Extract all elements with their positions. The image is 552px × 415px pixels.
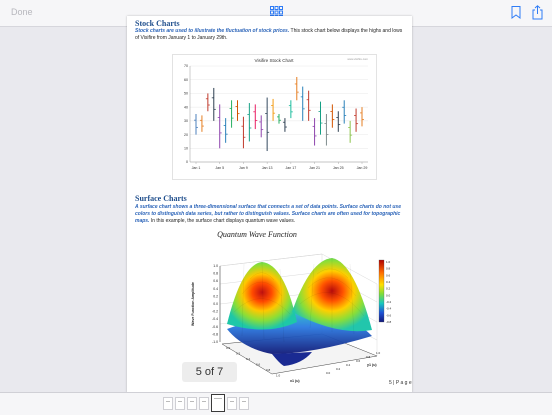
- thumbnail-text-line: [178, 401, 182, 402]
- surface-x-axis-label: x1 (u): [290, 379, 300, 383]
- stock-y-tick-label: 70: [184, 64, 188, 69]
- surface-colorbar-label: -0.6: [386, 313, 392, 318]
- surface-y-tick-label: 0.4: [346, 363, 351, 367]
- share-icon[interactable]: [532, 5, 543, 20]
- stock-y-tick-label: 0: [186, 160, 188, 165]
- surface-charts-heading: Surface Charts: [135, 194, 187, 203]
- page-indicator: 5 of 7: [182, 362, 237, 382]
- surface-x-tick-label: 1.0: [276, 373, 281, 378]
- thumbnail-text-line: [242, 401, 246, 402]
- surface-peak-left: [227, 262, 297, 330]
- page-number: 5 | P a g e: [389, 380, 412, 386]
- surface-z-tick-label: 0.0: [213, 302, 218, 306]
- surface-z-tick-label: -0.4: [212, 317, 218, 322]
- document-page[interactable]: [127, 16, 412, 393]
- thumbnail-text-line: [214, 398, 222, 399]
- surface-colorbar: [379, 260, 384, 322]
- surface-y-tick-label: 0.8: [366, 355, 371, 359]
- surface-z-tick-label: -1.0: [212, 340, 218, 344]
- stock-y-tick-label: 50: [184, 91, 188, 96]
- surface-colorbar-label: 0.4: [386, 280, 391, 284]
- surface-y-tick-label: 1.0: [376, 351, 381, 355]
- surface-colorbar-label: 0.6: [386, 273, 391, 278]
- surface-colorbar-label: 1.0: [386, 260, 391, 264]
- stock-x-tick-label: Jan 29: [356, 166, 368, 170]
- surface-z-tick-label: 0.6: [213, 279, 218, 284]
- surface-colorbar-label: -0.8: [386, 320, 392, 324]
- page-thumbnail[interactable]: [199, 397, 209, 410]
- surface-z-tick-label: 0.2: [213, 294, 218, 299]
- surface-intro-text: In this example, the surface chart displays quantum wave values.: [150, 218, 296, 224]
- surface-colorbar-label: 0.0: [386, 293, 391, 298]
- stock-x-tick-label: Jan 5: [215, 166, 225, 170]
- stock-y-tick-label: 60: [184, 77, 188, 82]
- surface-intro-emphasis: A surface chart shows a three-dimensional surface that connects a set of data points. Surface charts do not use colors to distinguish data series, but rather to distinguish values. Surface charts are often used for topographic maps.: [135, 204, 401, 224]
- thumbnail-text-line: [166, 401, 170, 402]
- stock-chart: [172, 54, 377, 180]
- page-thumbnail[interactable]: [163, 397, 173, 410]
- page-thumbnail[interactable]: [175, 397, 185, 410]
- surface-z-tick-label: 0.4: [213, 286, 218, 291]
- surface-x-tick-label: 0.0: [226, 346, 231, 350]
- surface-z-tick-label: -0.2: [212, 309, 218, 314]
- stock-x-tick-label: Jan 13: [261, 166, 273, 170]
- stock-chart-frame: [173, 55, 377, 180]
- surface-y-axis-label: y1 (u): [367, 363, 377, 367]
- surface-y-tick-label: 0.0: [326, 371, 331, 375]
- stock-x-tick-label: Jan 1: [191, 166, 201, 170]
- stock-x-tick-label: Jan 25: [332, 166, 344, 170]
- thumbnail-strip: [0, 392, 552, 415]
- surface-z-tick-label: -0.6: [212, 324, 218, 329]
- done-button[interactable]: Done: [11, 7, 33, 17]
- stock-y-tick-label: 40: [184, 105, 188, 110]
- stock-y-tick-label: 10: [184, 146, 188, 151]
- surface-colorbar-label: 0.8: [386, 266, 391, 271]
- page-thumbnail-current[interactable]: [211, 394, 225, 412]
- stock-charts-heading: Stock Charts: [135, 19, 180, 28]
- thumbnail-text-line: [230, 401, 234, 402]
- surface-z-tick-label: 1.0: [213, 264, 218, 268]
- surface-y-tick-label: 0.6: [356, 359, 361, 363]
- surface-z-tick-label: 0.8: [213, 271, 218, 276]
- surface-x-tick-label: 0.8: [266, 368, 271, 372]
- thumbnail-text-line: [190, 401, 194, 402]
- surface-x-tick-label: 0.4: [246, 357, 251, 361]
- stock-y-tick-label: 30: [184, 119, 188, 124]
- surface-y-tick-label: 0.2: [336, 367, 341, 371]
- stock-x-tick-label: Jan 17: [285, 166, 297, 170]
- page-thumbnail[interactable]: [227, 397, 237, 410]
- surface-colorbar-label: 0.2: [386, 286, 391, 291]
- stock-y-tick-label: 20: [184, 132, 188, 137]
- stock-chart-title: Visifire Stock Chart: [254, 58, 294, 63]
- page-thumbnail[interactable]: [239, 397, 249, 410]
- surface-x-tick-label: 0.2: [236, 351, 241, 356]
- surface-charts-paragraph: [135, 204, 407, 225]
- stock-intro-text: This stock chart below displays the highs and lows of Visifire from January 1 to January 29th.: [135, 28, 403, 41]
- surface-z-axis-label: Wave Function Amplitude: [191, 282, 195, 326]
- surface-x-tick-label: 0.6: [256, 362, 261, 367]
- surface-chart-title: Quantum Wave Function: [217, 230, 297, 239]
- stock-intro-emphasis: Stock charts are used to illustrate the fluctuation of stock prices.: [135, 28, 290, 34]
- surface-colorbar-label: -0.4: [386, 306, 392, 311]
- thumbnail-text-line: [202, 401, 206, 402]
- stock-chart-watermark: www.visifire.com: [347, 57, 368, 61]
- page-thumbnail[interactable]: [187, 397, 197, 410]
- surface-z-tick-label: -0.8: [212, 332, 218, 337]
- bookmark-icon[interactable]: [511, 6, 521, 19]
- stock-charts-paragraph: [135, 28, 407, 42]
- stock-x-tick-label: Jan 9: [239, 166, 248, 170]
- surface-colorbar-label: -0.2: [386, 300, 392, 304]
- stock-x-tick-label: Jan 21: [309, 166, 320, 170]
